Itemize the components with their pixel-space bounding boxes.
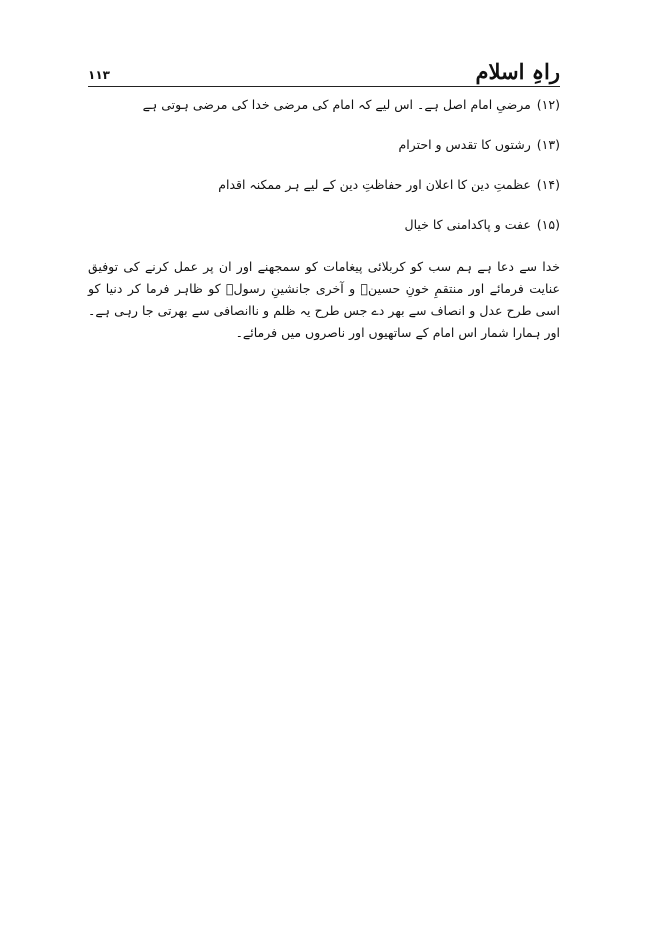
page-header [88, 52, 560, 87]
page-number: ۱۱۳ [88, 68, 110, 82]
list-item-text: عفت و پاکدامنی کا خیال [404, 217, 531, 232]
list-item-text: عظمتِ دین کا اعلان اور حفاظتِ دین کے لیے ہر ممکنہ اقدام [218, 177, 531, 192]
list-item-15 [88, 216, 560, 234]
list-item-number: (۱۴) [536, 177, 560, 192]
list-item-13 [88, 136, 560, 154]
list-item-number: (۱۲) [536, 97, 560, 112]
closing-paragraph: خدا سے دعا ہے ہم سب کو کربلائی پیغامات کو سمجھنے اور ان پر عمل کرنے کی توفیق عنایت فرمائے اور منتقمِ خونِ حسینؑ و آخری جانشینِ رسولؐ کو ظاہر فرما کر دنیا کو اسی طرح عدل و انصاف سے بھر دے جس طرح یہ ظلم و ناانصافی سے بھرتی جا رہی ہے۔ اور ہمارا شمار اس امام کے ساتھیوں اور ناصروں میں فرمائے۔ [88, 259, 560, 340]
list-item-text: رشتوں کا تقدس و احترام [398, 137, 531, 152]
list-item-14 [88, 176, 560, 194]
page-body [88, 96, 560, 357]
list-item-number: (۱۳) [536, 137, 560, 152]
list-item-number: (۱۵) [536, 217, 560, 232]
list-item-12 [88, 96, 560, 114]
list-item-text: مرضیِ امام اصل ہے۔ اس لیے کہ امام کی مرضی خدا کی مرضی ہوتی ہے [142, 97, 531, 112]
running-title: راہِ اسلام [475, 59, 560, 84]
